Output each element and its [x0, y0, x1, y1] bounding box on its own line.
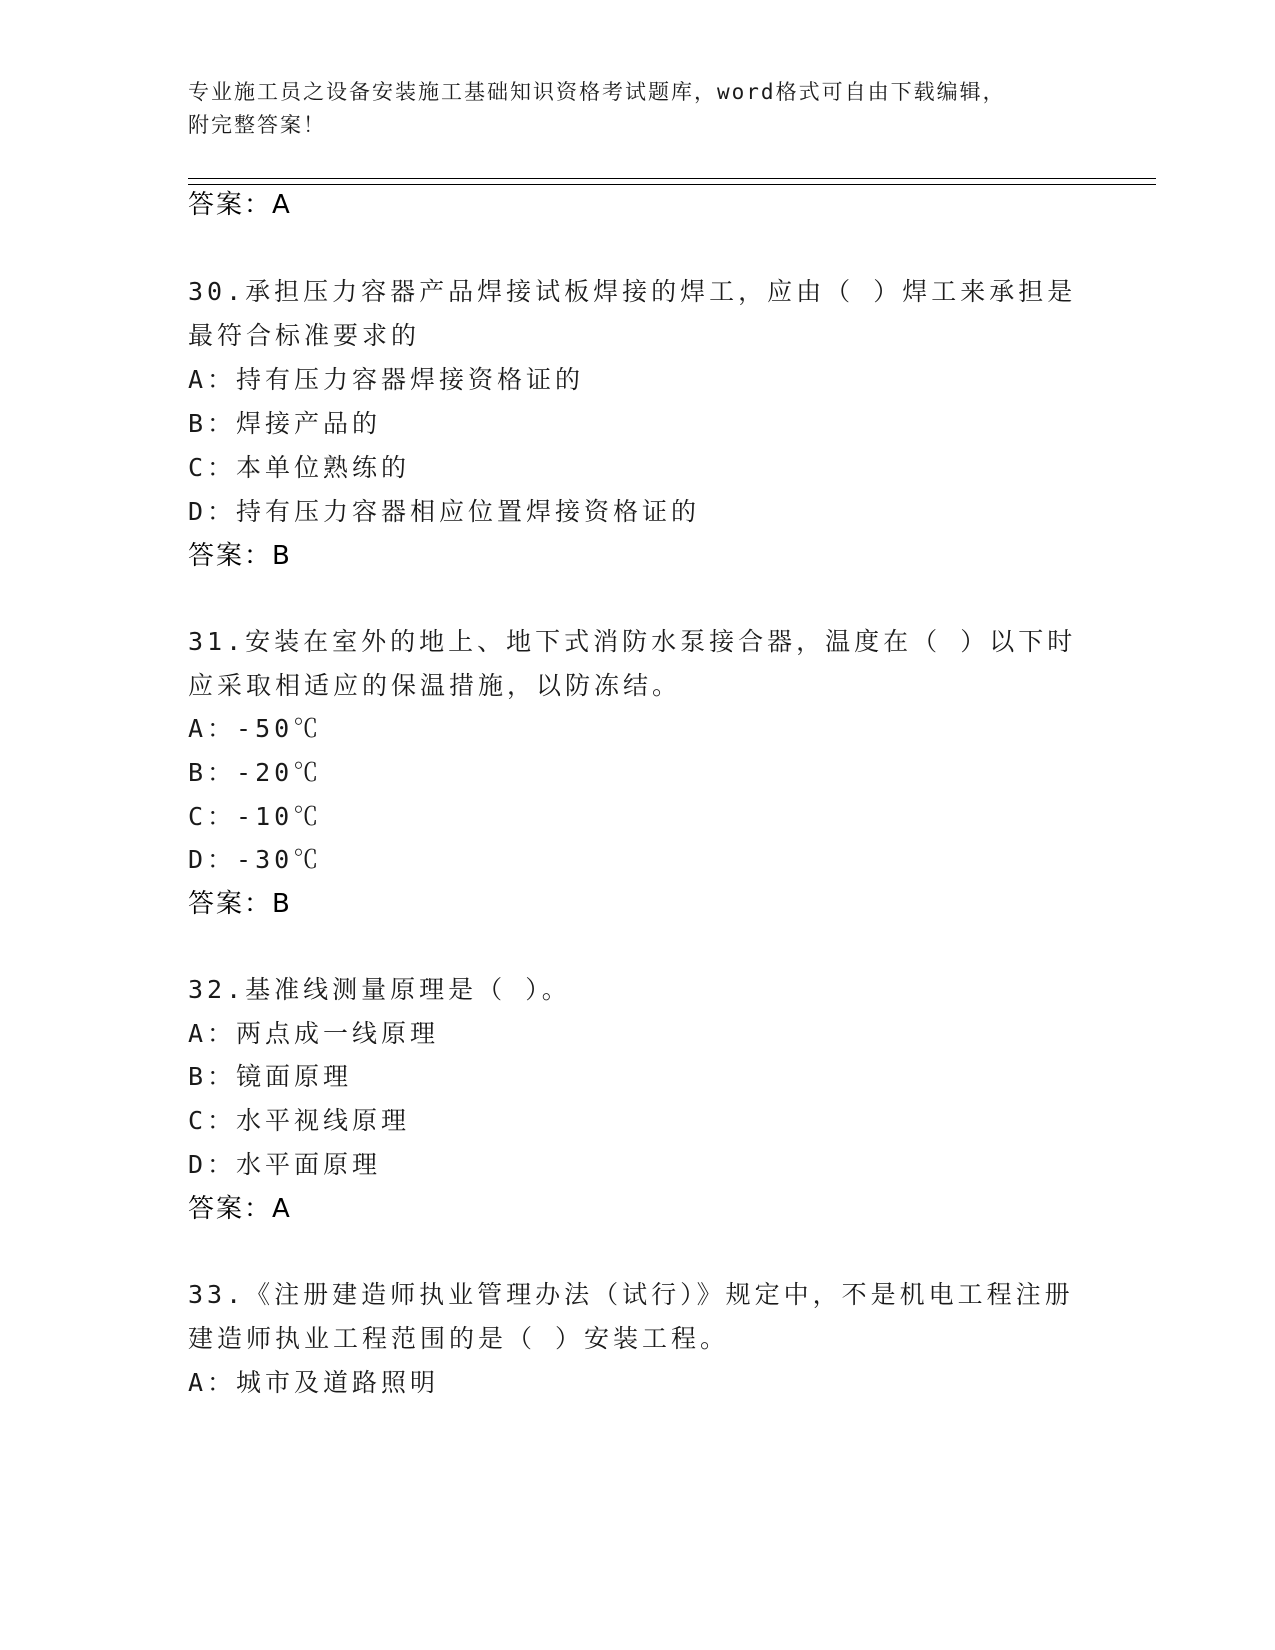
question-30-stem-line-1: 30.承担压力容器产品焊接试板焊接的焊工，应由（ ）焊工来承担是 — [188, 277, 1077, 306]
question-30-option-a: A：持有压力容器焊接资格证的 — [188, 365, 585, 394]
question-32-answer: 答案：A — [188, 1194, 292, 1224]
header-line-1: 专业施工员之设备安装施工基础知识资格考试题库，word格式可自由下载编辑， — [188, 80, 1006, 104]
question-30-answer: 答案：B — [188, 541, 292, 571]
question-31-option-a: A：-50℃ — [188, 714, 323, 743]
question-32-stem-line-1: 32.基准线测量原理是（ ）。 — [188, 975, 571, 1004]
question-31-answer: 答案：B — [188, 889, 292, 919]
question-30-option-d: D：持有压力容器相应位置焊接资格证的 — [188, 497, 701, 526]
question-32-option-a: A：两点成一线原理 — [188, 1019, 440, 1048]
question-33-stem-line-1: 33.《注册建造师执业管理办法（试行）》规定中，不是机电工程注册 — [188, 1280, 1074, 1309]
page-header — [188, 76, 1088, 142]
question-31-stem-line-2: 应采取相适应的保温措施，以防冻结。 — [188, 671, 682, 700]
question-32-option-c: C：水平视线原理 — [188, 1106, 411, 1135]
question-31-stem-line-1: 31.安装在室外的地上、地下式消防水泵接合器，温度在（ ）以下时 — [188, 627, 1077, 656]
question-31-option-c: C：-10℃ — [188, 802, 323, 831]
question-33-option-a: A：城市及道路照明 — [188, 1368, 440, 1397]
question-31-option-d: D：-30℃ — [188, 845, 323, 874]
question-30-stem-line-2: 最符合标准要求的 — [188, 321, 421, 350]
previous-answer: 答案：A — [188, 190, 292, 220]
header-line-2: 附完整答案！ — [188, 113, 326, 137]
question-30-option-b: B：焊接产品的 — [188, 409, 382, 438]
question-31-option-b: B：-20℃ — [188, 758, 323, 787]
question-32-option-b: B：镜面原理 — [188, 1062, 353, 1091]
question-30-option-c: C：本单位熟练的 — [188, 453, 411, 482]
question-33-stem-line-2: 建造师执业工程范围的是（ ）安装工程。 — [188, 1324, 730, 1353]
question-32-option-d: D：水平面原理 — [188, 1150, 382, 1179]
header-divider-top — [188, 178, 1156, 179]
header-divider-bottom — [188, 184, 1156, 185]
